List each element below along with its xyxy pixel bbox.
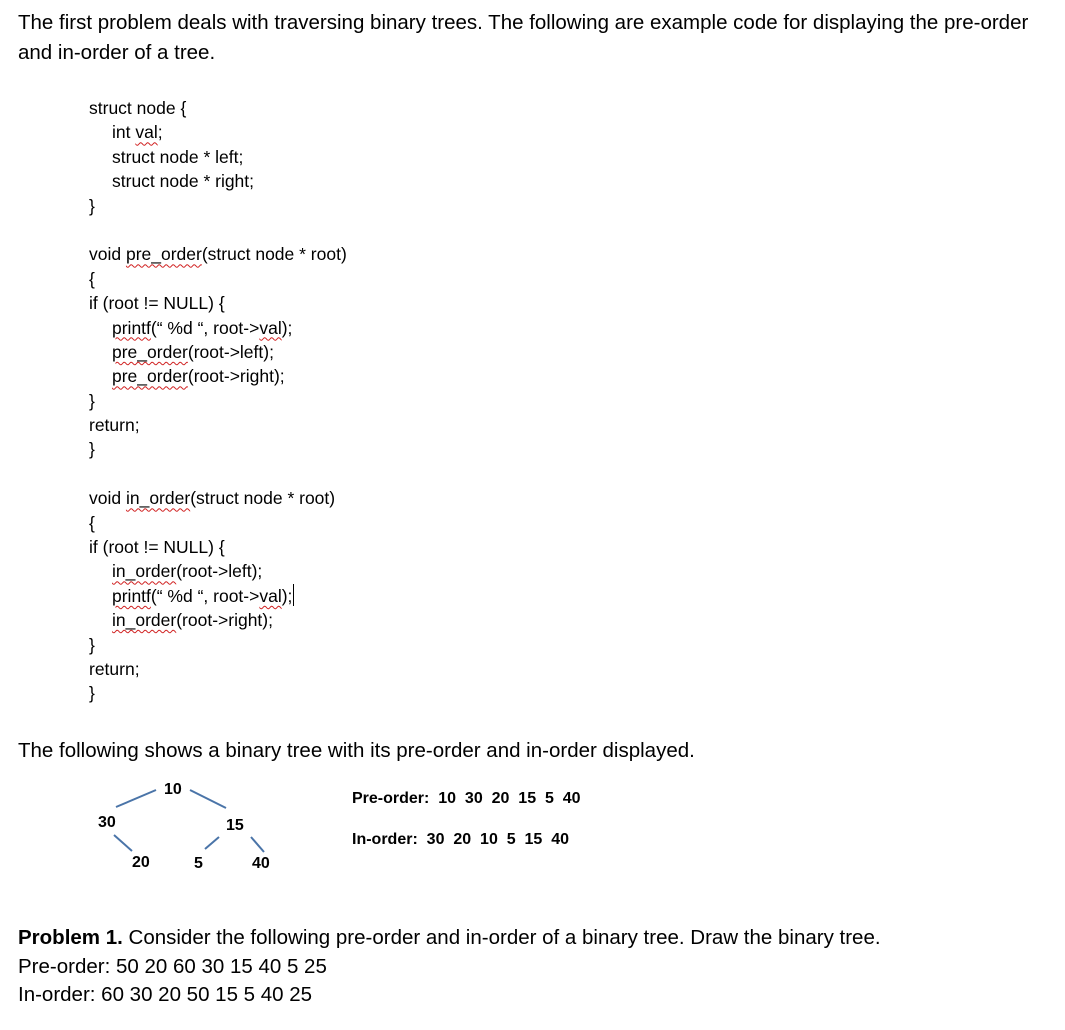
tree-node-right-right: 40 [252, 855, 270, 872]
problem-in-order: In-order: 60 30 20 50 15 5 40 25 [18, 983, 313, 1006]
code-line: return; [89, 658, 140, 679]
code-line: pre_order(root->right); [112, 366, 285, 387]
code-line: { [89, 268, 95, 289]
text-cursor [293, 584, 294, 606]
code-line: void in_order(struct node * root) [89, 488, 336, 509]
problem-statement: Problem 1. Consider the following pre-order and in-order of a binary tree. Draw the binary tree. [18, 926, 881, 949]
edge-15-40 [251, 837, 264, 852]
code-line: struct node * left; [112, 146, 244, 167]
problem-section [18, 924, 881, 1010]
tree-node-left: 30 [98, 814, 116, 831]
tree-caption: The following shows a binary tree with its pre-order and in-order displayed. [18, 739, 695, 762]
code-line: } [89, 195, 95, 216]
code-line: if (root != NULL) { [89, 293, 225, 314]
tree-node-left-right: 20 [132, 854, 150, 871]
code-line: in_order(root->left); [112, 561, 263, 582]
example-binary-tree [80, 775, 320, 885]
code-line: pre_order(root->left); [112, 341, 274, 362]
code-line: if (root != NULL) { [89, 537, 225, 558]
code-line: return; [89, 415, 140, 436]
edge-10-15 [190, 790, 226, 808]
code-line: } [89, 439, 95, 460]
edge-30-20 [114, 835, 132, 851]
code-line: struct node { [89, 98, 187, 118]
example-pre-order: Pre-order: 10 30 20 15 5 40 [352, 790, 581, 807]
problem-label: Problem 1. [18, 926, 123, 949]
code-line: printf(“ %d “, root->val); [112, 585, 293, 606]
code-line: int val; [112, 122, 163, 143]
code-line: in_order(root->right); [112, 610, 273, 631]
code-block [89, 96, 347, 706]
tree-node-right-left: 5 [194, 855, 203, 872]
code-line: struct node * right; [112, 171, 255, 192]
edge-10-30 [116, 790, 156, 807]
example-in-order: In-order: 30 20 10 5 15 40 [352, 831, 569, 848]
code-line: } [89, 390, 95, 411]
code-line: void pre_order(struct node * root) [89, 244, 347, 265]
code-line: { [89, 512, 95, 533]
edge-15-5 [205, 837, 219, 849]
intro-paragraph: The first problem deals with traversing binary trees. The following are example code for displaying the pre-order and in-order of a tree. [18, 11, 1029, 64]
code-line: } [89, 634, 95, 655]
tree-node-right: 15 [226, 817, 244, 834]
code-line: printf(“ %d “, root->val); [112, 317, 293, 338]
code-line: } [89, 683, 95, 704]
problem-pre-order: Pre-order: 50 20 60 30 15 40 5 25 [18, 954, 327, 978]
tree-node-root: 10 [164, 781, 182, 798]
